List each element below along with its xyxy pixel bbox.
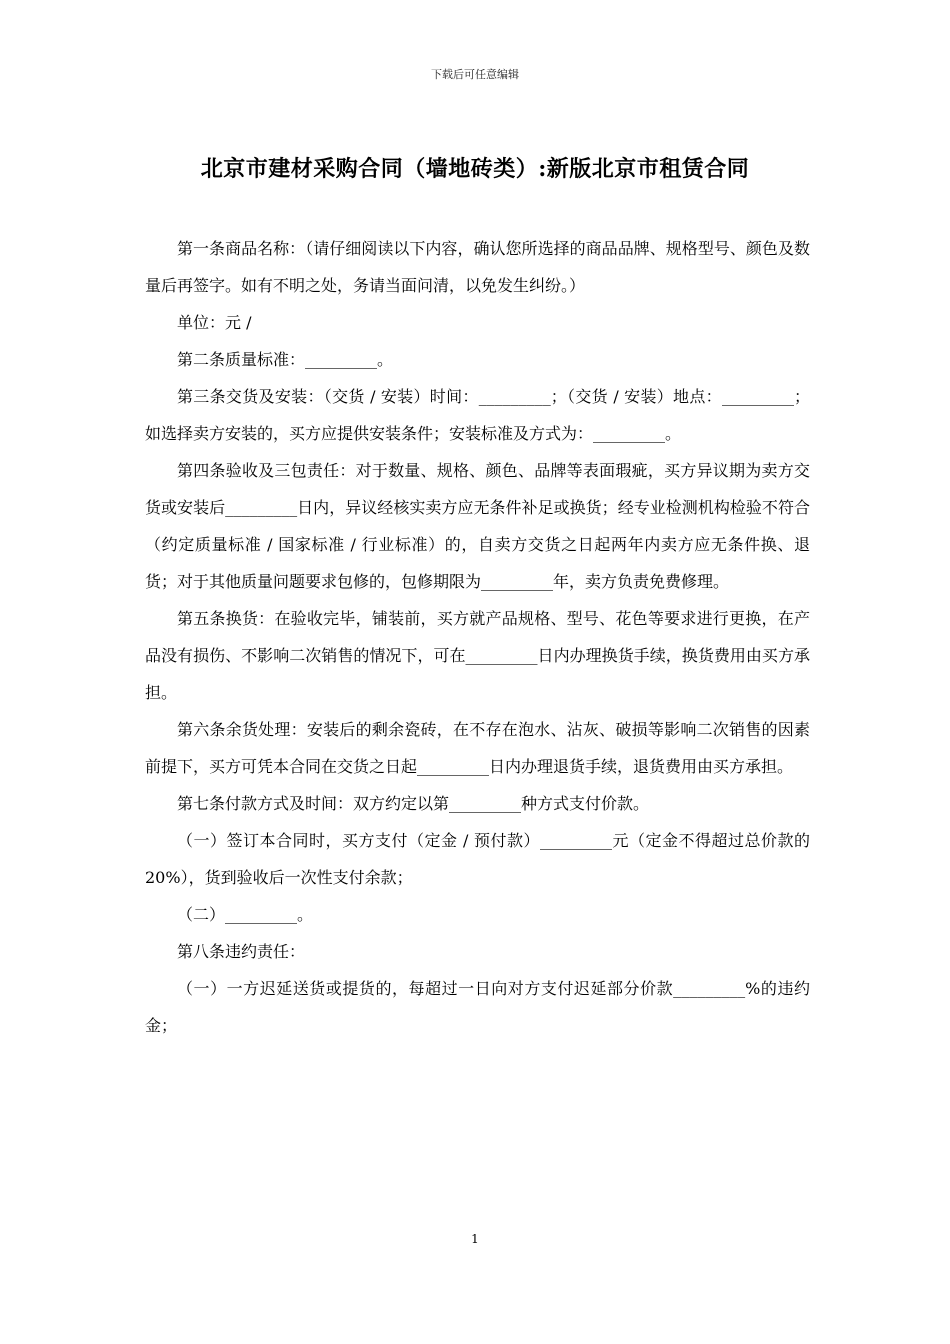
page-header-note: 下载后可任意编辑 [431,68,519,81]
clause-3-delivery: 第三条交货及安装：（交货 / 安装）时间：_________；（交货 / 安装）地点：_________；如选择卖方安装的，买方应提供安装条件；安装标准及方式为：_________。 [145,387,810,443]
clause-7-payment: 第七条付款方式及时间：双方约定以第_________种方式支付价款。 [177,794,650,813]
clause-5-exchange: 第五条换货：在验收完毕，铺装前，买方就产品规格、型号、花色等要求进行更换，在产品没有损伤、不影响二次销售的情况下，可在_________日内办理换货手续，换货费用由买方承担。 [145,609,810,702]
clause-4-acceptance: 第四条验收及三包责任：对于数量、规格、颜色、品牌等表面瑕疵，买方异议期为卖方交货或安装后_________日内，异议经核实卖方应无条件补足或换货；经专业检测机构检验不符合（约定质量标准 / 国家标准 / 行业标准）的，自卖方交货之日起两年内卖方应无条件换、退货；对于其他质量问题要求包修的，包修期限为_________年，卖方负责免费修理。 [145,461,810,591]
clause-6-surplus: 第六条余货处理：安装后的剩余瓷砖，在不存在泡水、沾灰、破损等影响二次销售的因素前提下，买方可凭本合同在交货之日起_________日内办理退货手续，退货费用由买方承担。 [145,720,810,776]
clause-2-quality: 第二条质量标准：_________。 [177,350,394,369]
clause-1-product-name: 第一条商品名称：（请仔细阅读以下内容，确认您所选择的商品品牌、规格型号、颜色及数量后再签字。如有不明之处，务请当面问清，以免发生纠纷。） [145,239,810,295]
liability-item-1: （一）一方迟延送货或提货的，每超过一日向对方支付迟延部分价款_________%的违约金； [145,979,810,1035]
clause-8-liability: 第八条违约责任： [177,942,306,961]
document-body [145,230,810,1044]
payment-option-1: （一）签订本合同时，买方支付（定金 / 预付款）_________元（定金不得超过总价款的 20%），货到验收后一次性支付余款； [145,831,810,887]
page-number: 1 [471,1232,479,1246]
payment-option-2: （二）_________。 [177,905,314,924]
document-title: 北京市建材采购合同（墙地砖类）:新版北京市租赁合同 [200,156,750,182]
unit-line: 单位：元 / [177,313,252,332]
